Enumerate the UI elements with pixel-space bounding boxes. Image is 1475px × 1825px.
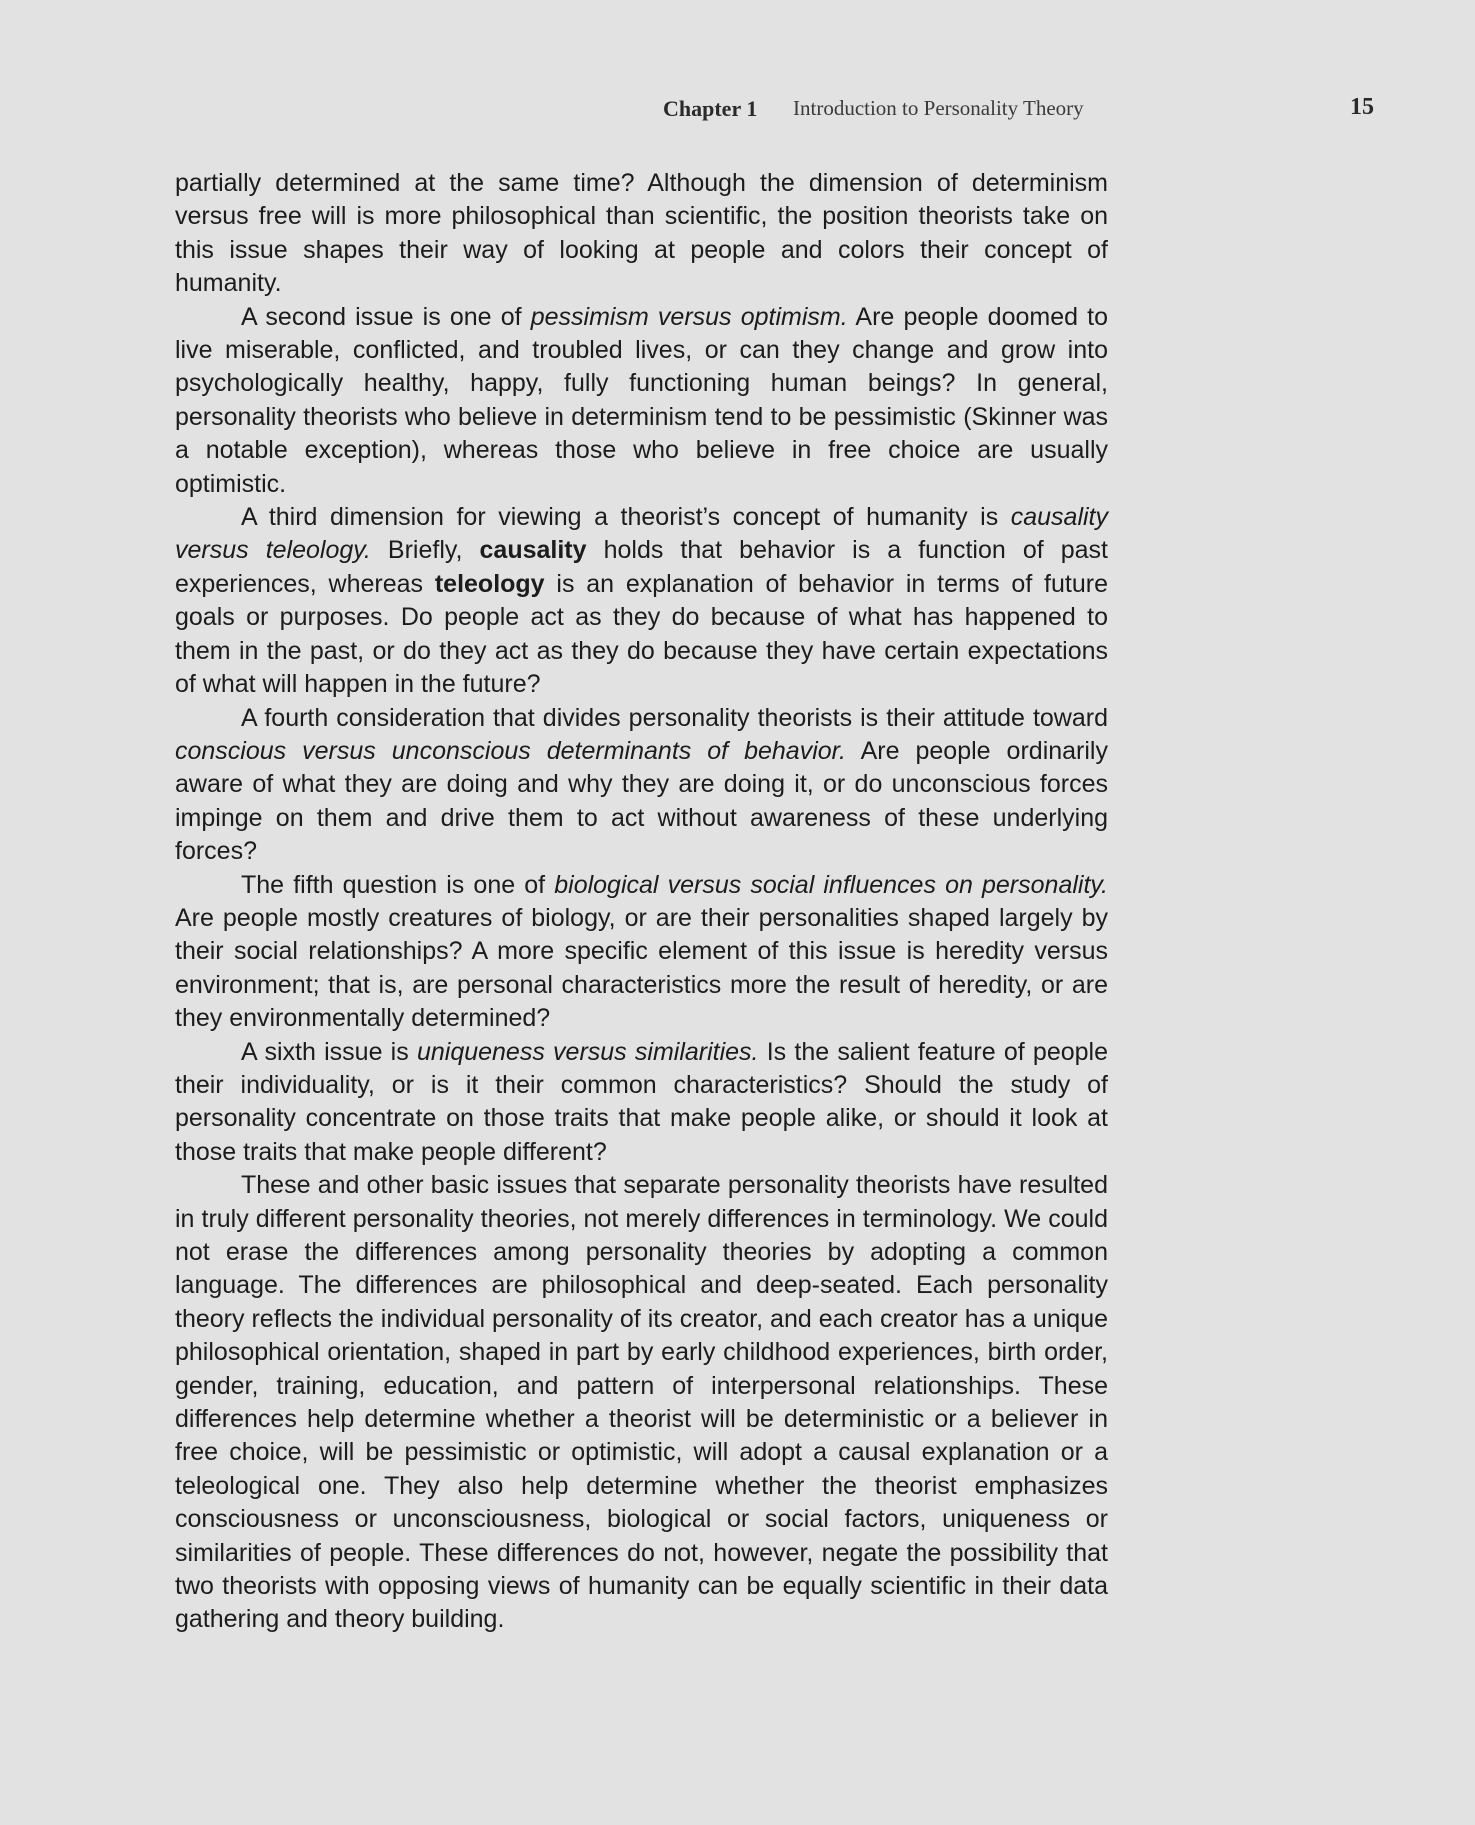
italic-term: conscious versus unconscious determinants of behavior. [175, 736, 846, 765]
body-text [175, 167, 1108, 1637]
text-run: is an explanation of behavior in terms of future goals or purposes. Do people act as they do because of what has happened to them in the past, or do they act as they do because they have certain expectations of what will happen in the future? [175, 569, 1108, 699]
italic-term: uniqueness versus similarities. [416, 1037, 759, 1066]
paragraph-conscious-unconscious [175, 702, 1108, 869]
paragraph-basic-issues [175, 1169, 1108, 1637]
chapter-title: Introduction to Personality Theory [793, 96, 1084, 120]
text-run: The fifth question is one of [241, 870, 555, 899]
text-run: partially determined at the same time? Although the dimension of determinism versus free will is more philosophical than scientific, the position theorists take on this issue shapes their way of looking at people and colors their concept of humanity. [175, 169, 1108, 298]
page-number: 15 [1350, 94, 1374, 120]
running-header [175, 92, 1375, 128]
paragraph-continued [175, 167, 1108, 301]
bold-term-causality: causality [479, 536, 587, 565]
text-run: A sixth issue is [241, 1037, 417, 1066]
italic-term: pessimism versus optimism. [530, 302, 848, 331]
paragraph-pessimism-optimism [175, 301, 1108, 501]
chapter-label: Chapter 1 [663, 96, 758, 121]
text-run: holds that behavior is a function of past experiences, whereas [175, 536, 1108, 598]
text-run: A third dimension for viewing a theorist’s concept of humanity is [241, 503, 1011, 532]
paragraph-biological-social [175, 869, 1108, 1036]
italic-term: causality versus teleology. [175, 503, 1108, 565]
text-run: Are people ordinarily aware of what they are doing and why they are doing it, or do unconscious forces impinge on them and drive them to act without awareness of these underlying forces? [175, 736, 1108, 866]
italic-term: biological versus social influences on personality. [554, 870, 1108, 899]
text-run: Is the salient feature of people their individuality, or is it their common characteristics? Should the study of personality concentrate on those traits that make people alike, or should it look at those traits that make people different? [175, 1037, 1108, 1166]
text-run: Are people mostly creatures of biology, or are their personalities shaped largely by their social relationships? A more specific element of this issue is heredity versus environment; that is, are personal characteristics more the result of heredity, or are they environmentally determined? [175, 903, 1108, 1033]
paragraph-uniqueness-similarities [175, 1036, 1108, 1170]
text-run: Are people doomed to live miserable, conflicted, and troubled lives, or can they change and grow into psychologically healthy, happy, fully functioning human beings? In general, personality theorists who believe in determinism tend to be pessimistic (Skinner was a notable exception), whereas those who believe in free choice are usually optimistic. [175, 302, 1108, 498]
text-run: A fourth consideration that divides personality theorists is their attitude toward [241, 703, 1108, 732]
text-run: These and other basic issues that separate personality theorists have resulted in truly different personality theories, not merely differences in terminology. We could not erase the differences among personality theories by adopting a common language. The differences are philosophical and deep-seated. Each personality theory reflects the individual personality of its creator, and each creator has a unique philosophical orientation, shaped in part by early childhood experiences, birth order, gender, training, education, and pattern of interpersonal relationships. These differences help determine whether a theorist will be deterministic or a believer in free choice, will be pessimistic or optimistic, will adopt a causal explanation or a teleological one. They also help determine whether the theorist emphasizes consciousness or unconsciousness, biological or social factors, uniqueness or similarities of people. These differences do not, however, negate the possibility that two theorists with opposing views of humanity can be equally scientific in their data gathering and theory building. [175, 1171, 1108, 1634]
bold-term-teleology: teleology [434, 569, 545, 598]
text-run: Briefly, [370, 536, 480, 565]
text-run: A second issue is one of [241, 302, 531, 331]
paragraph-causality-teleology [175, 501, 1108, 701]
